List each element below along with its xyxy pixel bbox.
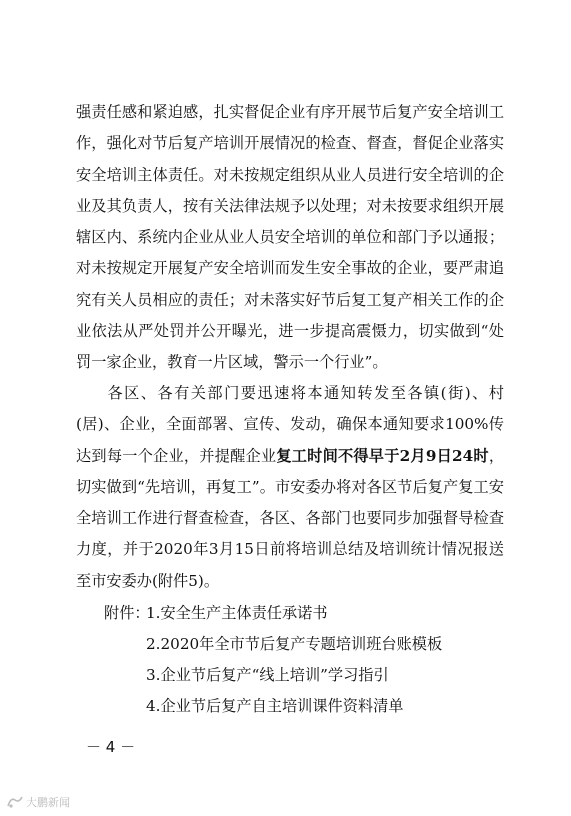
attachment-item-1: 1.安全生产主体责任承诺书 [146, 604, 328, 622]
paragraph-2-text-after: ，切实做到“先培训，再复工”。市安委办将对各区节后复产复工安全培训工作进行督查检查，各区、各部门也要同步加强督导检查力度，并于2020年3月15日前将培训总结及培训统计情况报送至市安委办(附件5)。 [76, 446, 504, 590]
attachment-item-2: 2.2020年全市节后复产专题培训班台账模板 [146, 635, 443, 653]
watermark [6, 792, 70, 812]
attachments-label: 附件： [104, 604, 150, 622]
watermark-logo-icon [6, 794, 24, 810]
watermark-text: 大鹏新闻 [26, 796, 70, 809]
attachment-item-4: 4.企业节后复产自主培训课件资料清单 [146, 697, 404, 715]
page-number: － 4 － [86, 738, 136, 756]
paragraph-2 [76, 378, 504, 597]
paragraph-2-text-before: 各区、各有关部门要迅速将本通知转发至各镇(街)、村(居)、企业，全面部署、宣传、发动，确保本通知要求100%传达到每一个企业，并提醒企业 [76, 384, 504, 465]
paragraph-2-bold-text: 复工时间不得早于2月9日24时 [276, 446, 489, 465]
attachment-item-3: 3.企业节后复产“线上培训”学习指引 [146, 666, 389, 684]
paragraph-1 [76, 97, 504, 379]
paragraph-1-text: 强责任感和紧迫感，扎实督促企业有序开展节后复产安全培训工作，强化对节后复产培训开展情况的检查、督查，督促企业落实安全培训主体责任。对未按规定组织从业人员进行安全培训的企业及其负责人，按有关法律法规予以处理；对未按要求组织开展辖区内、系统内企业从业人员安全培训的单位和部门予以通报；对未按规定开展复产安全培训而发生安全事故的企业，要严肃追究有关人员相应的责任；对未落实好节后复工复产相关工作的企业依法从严处罚并公开曝光，进一步提高震慑力，切实做到“处罚一家企业，教育一片区域，警示一个行业”。 [76, 103, 504, 372]
